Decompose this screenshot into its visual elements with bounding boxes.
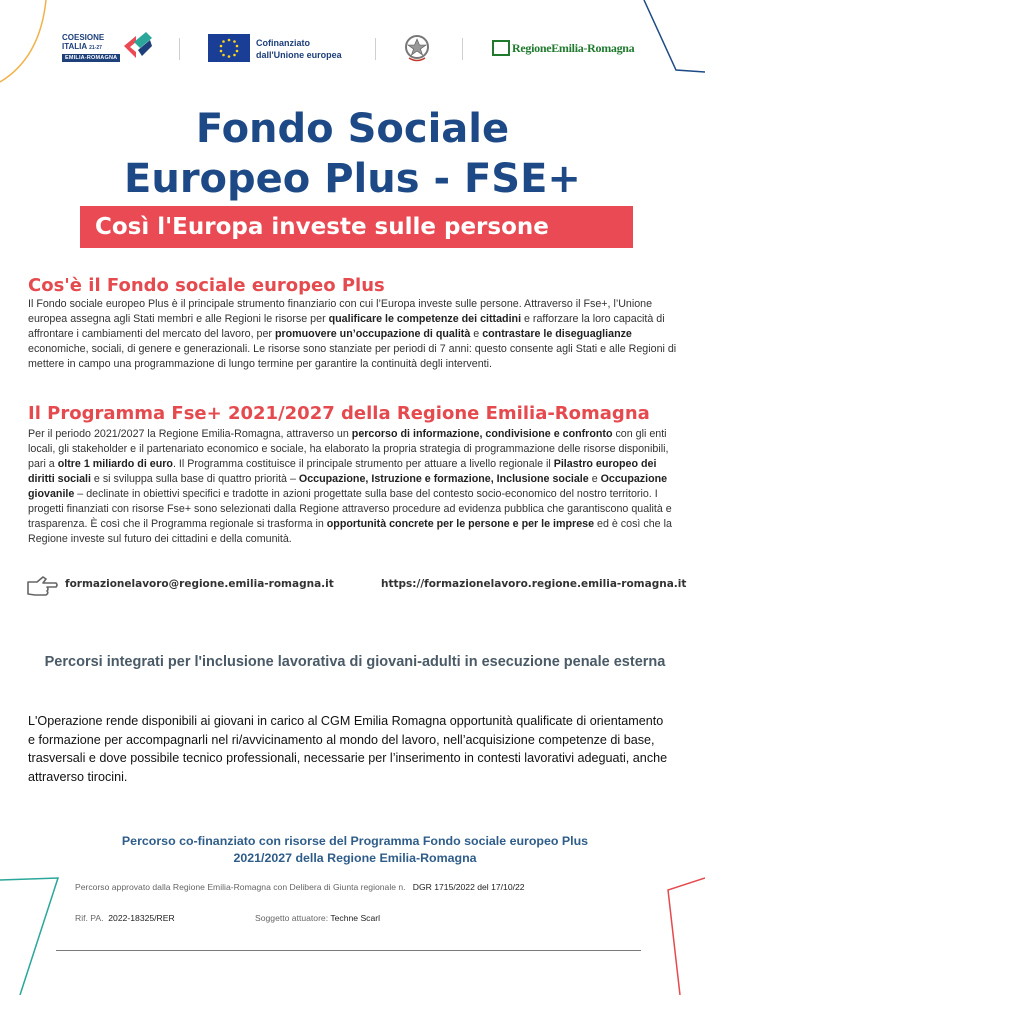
bold-text: contrastare le diseguaglianze — [482, 328, 632, 340]
contacts-row — [25, 572, 685, 602]
rer-square-icon — [492, 40, 510, 56]
section2-paragraph — [28, 427, 680, 547]
text: Il Fondo sociale europeo Plus è il principale strumento finanziario con cui l’Europa investe sulle persone. Attraverso il Fse+, l’Unione europea assegna agli Stati membri e alle Regioni le risorse per — [28, 298, 653, 325]
text: – declinate in obiettivi specifici e tradotte in azioni progettate sulla base del contesto socio-economico del nostro territorio. I progetti finanziati con risorse Fse+ sono selezionati dalla Regione attraverso procedure ad evidenza pubblica che garantiscono qualità e trasparenza. È così che il Programma regionale si trasforma in — [28, 488, 672, 530]
top-left-orange-arc — [0, 0, 46, 82]
bottom-divider — [56, 950, 641, 951]
logo-separator — [375, 38, 376, 60]
course-title: Percorsi integrati per l'inclusione lavorativa di giovani-adulti in esecuzione penale esterna — [44, 654, 666, 670]
tagline-banner: Così l'Europa investe sulle persone — [80, 206, 633, 248]
text: e — [470, 328, 483, 340]
approval-label: Percorso approvato dalla Regione Emilia-Romagna con Delibera di Giunta regionale n. — [75, 882, 406, 892]
contact-email-link[interactable]: formazionelavoro@regione.emilia-romagna.it — [65, 578, 334, 590]
coesione-italia-logo — [62, 30, 157, 66]
bold-text: promuovere un’occupazione di qualità — [274, 328, 471, 340]
bold-text: Pilastro europeo dei diritti sociali — [28, 458, 657, 485]
bold-text: qualificare le competenze dei cittadini — [328, 313, 522, 325]
bold-text: Occupazione, Istruzione e formazione, Inclusione sociale — [298, 473, 589, 485]
text: con gli enti locali, gli stakeholder e il partenariato economico e sociale, ha elaborato la propria strategia di programmazione delle risorse disponibili, pari a — [28, 428, 669, 470]
approval-line — [75, 882, 525, 892]
bottom-right-red-line — [668, 878, 705, 995]
logo-separator — [179, 38, 180, 60]
soggetto-label: Soggetto attuatore: — [255, 913, 329, 923]
top-right-blue-line — [644, 0, 705, 72]
italian-republic-emblem-icon — [403, 32, 431, 69]
text: economiche, sociali, di genere e generazionali. Le risorse sono stanziate per periodi di 7 anni: questo consente agli Stati e alle Regioni di mettere in campo una programmazione di lungo termine per garantire la continuità degli interventi. — [28, 343, 677, 370]
text: e si sviluppa sulla base di quattro priorità – — [90, 473, 299, 485]
soggetto-value: Techne Scarl — [330, 913, 381, 923]
cofinancing-note — [40, 833, 670, 867]
coesione-line2: ITALIA — [62, 42, 87, 51]
bottom-left-teal-line — [0, 878, 58, 995]
soggetto-line — [255, 913, 380, 923]
cofinancing-line2: 2021/2027 della Regione Emilia-Romagna — [233, 851, 477, 865]
rif-label: Rif. PA. — [75, 913, 104, 923]
coesione-line1: COESIONE — [62, 33, 105, 42]
logo-separator — [462, 38, 463, 60]
section1-paragraph — [28, 297, 680, 372]
text: ed è così che la Regione investe sul futuro dei cittadini e della comunità. — [28, 518, 672, 545]
coesione-region: EMILIA-ROMAGNA — [62, 54, 120, 62]
pointing-hand-icon — [25, 572, 59, 600]
contact-website-link[interactable]: https://formazionelavoro.regione.emilia-romagna.it — [381, 578, 687, 590]
bold-text: opportunità concrete per le persone e per le imprese — [326, 518, 595, 530]
text: e rafforzare la loro capacità di affrontare i cambiamenti del mercato del lavoro, per — [28, 313, 665, 340]
text: Per il periodo 2021/2027 la Regione Emilia-Romagna, attraverso un — [28, 428, 352, 440]
section2-heading: Il Programma Fse+ 2021/2027 della Regione Emilia-Romagna — [28, 403, 650, 424]
page-title — [0, 104, 705, 204]
eu-line1: Cofinanziato — [256, 38, 310, 48]
coesione-arrows-icon — [122, 32, 154, 62]
title-line2: Europeo Plus - FSE+ — [124, 156, 581, 202]
text: e — [588, 473, 601, 485]
bold-text: oltre 1 miliardo di euro — [57, 458, 173, 470]
rer-wordmark: RegioneEmilia-Romagna — [512, 41, 635, 55]
course-description: L'Operazione rende disponibili ai giovani in carico al CGM Emilia Romagna opportunità qualificate di orientamento e formazione per accompagnarli nel ri/avvicinamento al mondo del lavoro, nell’acquisizione competenze di base, trasversali e dove possibile tecnico professionali, necessarie per l’inserimento in contesti lavorativi adeguati, anche attraverso tirocini. — [28, 714, 668, 784]
logo-bar — [62, 30, 642, 70]
eu-line2: dall'Unione europea — [256, 50, 342, 60]
title-line1: Fondo Sociale — [195, 106, 510, 152]
cofinancing-line1: Percorso co-finanziato con risorse del Programma Fondo sociale europeo Plus — [121, 834, 589, 848]
rif-value: 2022-18325/RER — [108, 913, 175, 923]
bold-text: Occupazione giovanile — [28, 473, 668, 500]
text: . Il Programma costituisce il principale strumento per attuare a livello regionale il — [172, 458, 554, 470]
eu-flag-icon — [208, 34, 250, 62]
bold-text: percorso di informazione, condivisione e confronto — [351, 428, 613, 440]
section1-heading: Cos'è il Fondo sociale europeo Plus — [28, 275, 385, 296]
approval-value: DGR 1715/2022 del 17/10/22 — [412, 882, 525, 892]
coesione-years: 21-27 — [89, 45, 102, 51]
rif-line — [75, 913, 175, 923]
